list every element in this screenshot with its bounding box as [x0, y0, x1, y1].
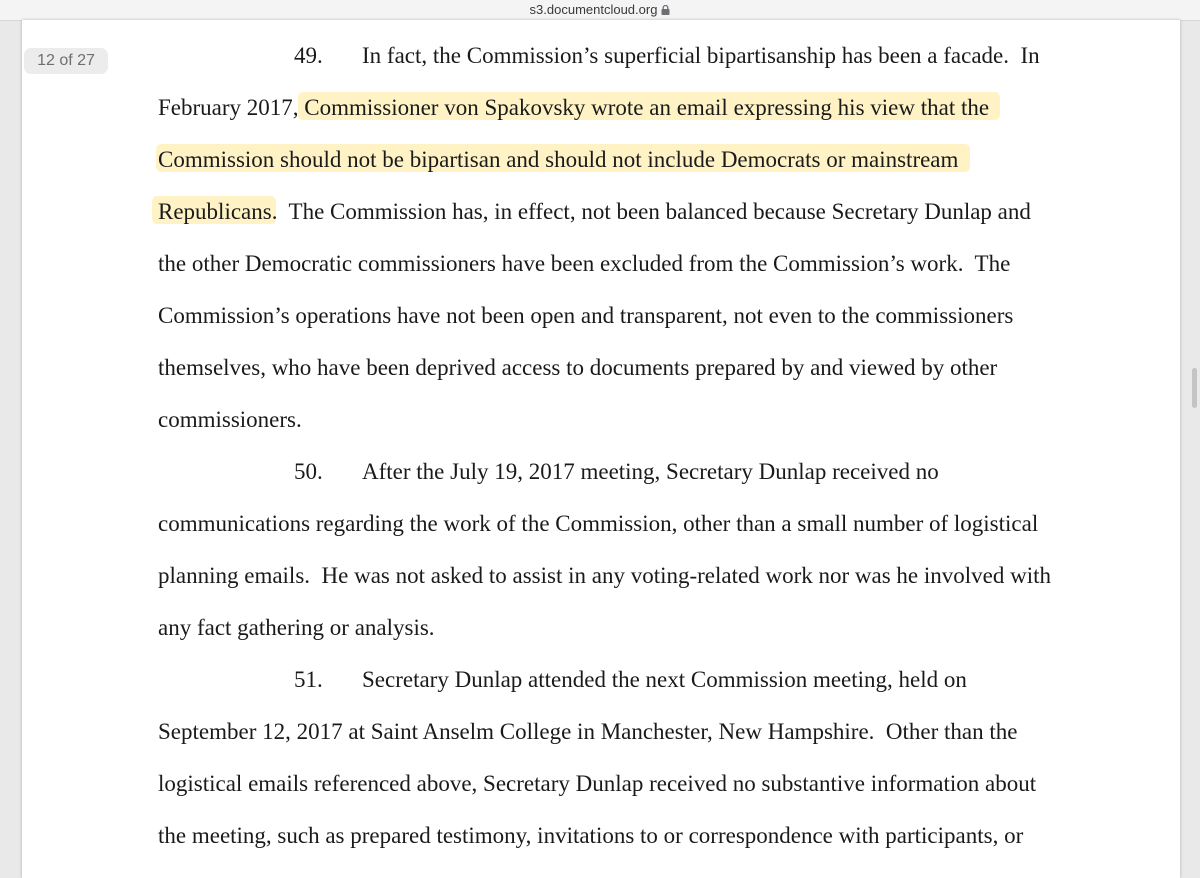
text-line: Secretary Dunlap attended the next Commission meeting, held on — [362, 667, 967, 692]
text-segment: The Commission has, in effect, not been balanced because Secretary Dunlap and — [277, 199, 1031, 224]
text-line: any fact gathering or analysis. — [158, 615, 435, 640]
text-line: After the July 19, 2017 meeting, Secretary Dunlap received no — [362, 459, 939, 484]
text-line — [158, 94, 989, 122]
lock-icon — [661, 1, 670, 11]
text-line: communications regarding the work of the Commission, other than a small number of logistical — [158, 511, 1039, 536]
url-text[interactable]: s3.documentcloud.org — [529, 2, 658, 17]
highlighted-text: Commissioner von Spakovsky wrote an email expressing his view that the — [304, 95, 990, 120]
text-segment: February 2017, — [158, 95, 305, 120]
text-line: In fact, the Commission’s superficial bipartisanship has been a facade. In — [362, 43, 1040, 68]
text-line: planning emails. He was not asked to assist in any voting-related work nor was he involved with — [158, 563, 1051, 588]
highlighted-text: Republicans. — [158, 199, 278, 224]
paragraph-number: 49. — [294, 43, 323, 68]
text-line: September 12, 2017 at Saint Anselm College in Manchester, New Hampshire. Other than the — [158, 719, 1018, 744]
text-line: Commission’s operations have not been open and transparent, not even to the commissioners — [158, 303, 1014, 328]
text-line — [158, 198, 1031, 226]
text-line: logistical emails referenced above, Secretary Dunlap received no substantive information about — [158, 771, 1037, 796]
text-line: the other Democratic commissioners have been excluded from the Commission’s work. The — [158, 251, 1011, 276]
text-line: themselves, who have been deprived access to documents prepared by and viewed by other — [158, 355, 998, 380]
highlighted-text: Commission should not be bipartisan and should not include Democrats or mainstream — [158, 147, 959, 172]
text-line: commissioners. — [158, 407, 302, 432]
document-page — [22, 20, 1180, 878]
browser-url-bar[interactable] — [0, 0, 1200, 21]
paragraph-number: 50. — [294, 459, 323, 484]
paragraph-number: 51. — [294, 667, 323, 692]
text-line: the meeting, such as prepared testimony, invitations to or correspondence with participants, or — [158, 823, 1024, 848]
page-indicator: 12 of 27 — [24, 48, 108, 74]
scrollbar-thumb[interactable] — [1192, 368, 1197, 408]
